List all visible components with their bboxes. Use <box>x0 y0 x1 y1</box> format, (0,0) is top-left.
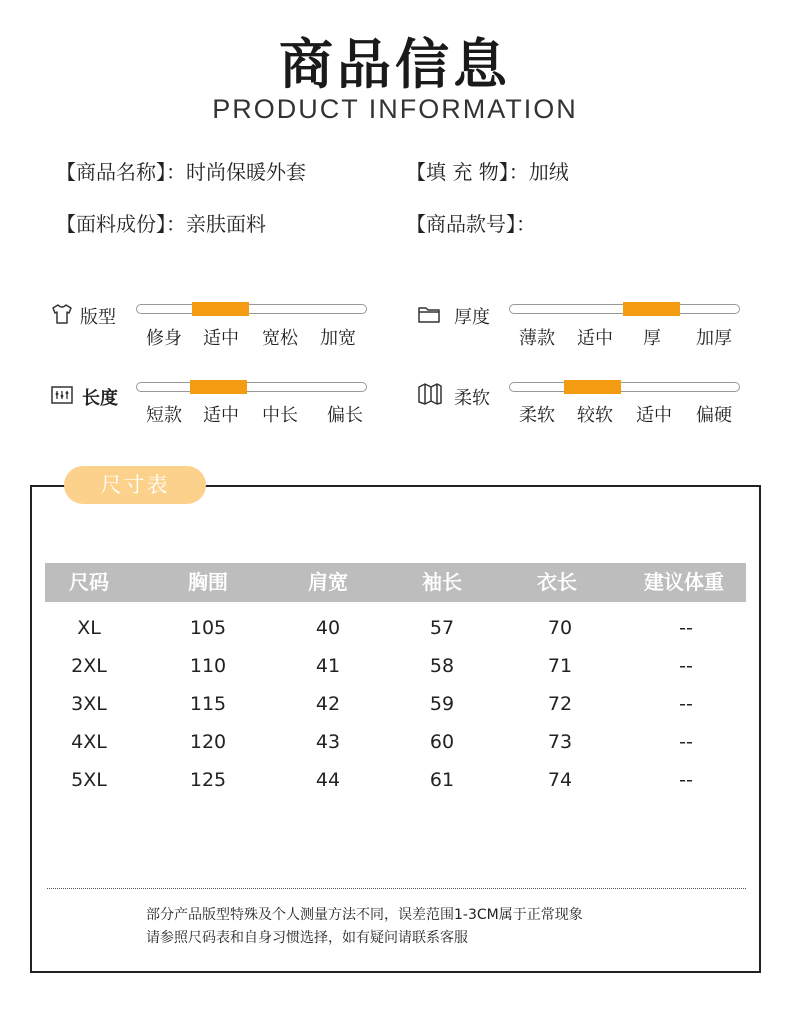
size-note-line-2: 请参照尺码表和自身习惯选择，如有疑问请联系客服 <box>146 930 468 946</box>
attr-label: 柔软 <box>454 388 490 409</box>
attr-selected-fill <box>564 380 621 394</box>
column-header: 建议体重 <box>644 570 724 594</box>
attr-option: 短款 <box>146 405 182 426</box>
attr-option: 偏长 <box>327 405 363 426</box>
table-cell: -- <box>679 617 693 639</box>
size-table-box <box>30 485 761 973</box>
table-cell: 44 <box>315 769 341 791</box>
table-cell: 74 <box>547 769 573 791</box>
info-model-number: 【商品款号】： <box>406 212 536 236</box>
table-cell: 40 <box>315 617 341 639</box>
info-product-name: 【商品名称】：时尚保暖外套 <box>56 160 306 184</box>
info-filling: 【填 充 物】：加绒 <box>406 160 569 184</box>
folder-icon <box>417 302 441 326</box>
table-cell: 120 <box>189 731 227 753</box>
table-cell: -- <box>679 655 693 677</box>
table-cell: 3XL <box>71 693 107 715</box>
table-cell: 73 <box>547 731 573 753</box>
attr-option: 较软 <box>577 405 613 426</box>
attr-track <box>136 382 367 392</box>
table-cell: 2XL <box>71 655 107 677</box>
attr-selected-fill <box>623 302 680 316</box>
attr-option: 厚 <box>643 328 661 349</box>
attr-option: 中长 <box>262 405 298 426</box>
table-cell: 70 <box>547 617 573 639</box>
table-cell: 61 <box>429 769 455 791</box>
table-cell: 5XL <box>71 769 107 791</box>
table-cell: 58 <box>429 655 455 677</box>
attr-label: 长度 <box>82 388 118 409</box>
attr-option: 加厚 <box>696 328 732 349</box>
attr-option: 修身 <box>146 328 182 349</box>
table-cell: -- <box>679 731 693 753</box>
column-header: 肩宽 <box>308 570 348 594</box>
table-cell: -- <box>679 693 693 715</box>
table-cell: 110 <box>189 655 227 677</box>
table-cell: 72 <box>547 693 573 715</box>
column-header: 胸围 <box>188 570 228 594</box>
attr-label: 版型 <box>80 307 116 328</box>
column-header: 衣长 <box>537 570 577 594</box>
attr-label: 厚度 <box>454 307 490 328</box>
attr-option: 适中 <box>203 405 239 426</box>
column-header: 袖长 <box>422 570 462 594</box>
column-header: 尺码 <box>69 570 109 594</box>
attr-option: 宽松 <box>262 328 298 349</box>
attr-option: 适中 <box>636 405 672 426</box>
table-cell: -- <box>679 769 693 791</box>
attr-option: 加宽 <box>320 328 356 349</box>
size-table-header <box>45 563 746 602</box>
attr-option: 适中 <box>203 328 239 349</box>
attr-option: 薄款 <box>519 328 555 349</box>
attr-track <box>136 304 367 314</box>
table-cell: 4XL <box>71 731 107 753</box>
dotted-divider <box>47 888 746 889</box>
attr-selected-fill <box>192 302 249 316</box>
attr-option: 适中 <box>577 328 613 349</box>
attr-option: 柔软 <box>519 405 555 426</box>
map-icon <box>417 382 441 406</box>
attr-selected-fill <box>190 380 247 394</box>
ruler-icon <box>50 383 74 407</box>
attr-track <box>509 382 740 392</box>
table-cell: 59 <box>429 693 455 715</box>
attr-option: 偏硬 <box>696 405 732 426</box>
table-cell: 115 <box>189 693 227 715</box>
info-fabric: 【面料成份】：亲肤面料 <box>56 212 266 236</box>
table-cell: 41 <box>315 655 341 677</box>
page-subtitle: PRODUCT INFORMATION <box>212 94 578 124</box>
table-cell: XL <box>77 617 101 639</box>
table-cell: 43 <box>315 731 341 753</box>
tshirt-icon <box>50 302 74 326</box>
page-title: 商品信息 <box>279 33 511 96</box>
size-table-tab: 尺寸表 <box>64 466 206 504</box>
table-cell: 60 <box>429 731 455 753</box>
table-cell: 42 <box>315 693 341 715</box>
table-cell: 125 <box>189 769 227 791</box>
size-note-line-1: 部分产品版型特殊及个人测量方法不同，误差范围1-3CM属于正常现象 <box>146 907 583 923</box>
table-cell: 57 <box>429 617 455 639</box>
table-cell: 105 <box>189 617 227 639</box>
table-cell: 71 <box>547 655 573 677</box>
